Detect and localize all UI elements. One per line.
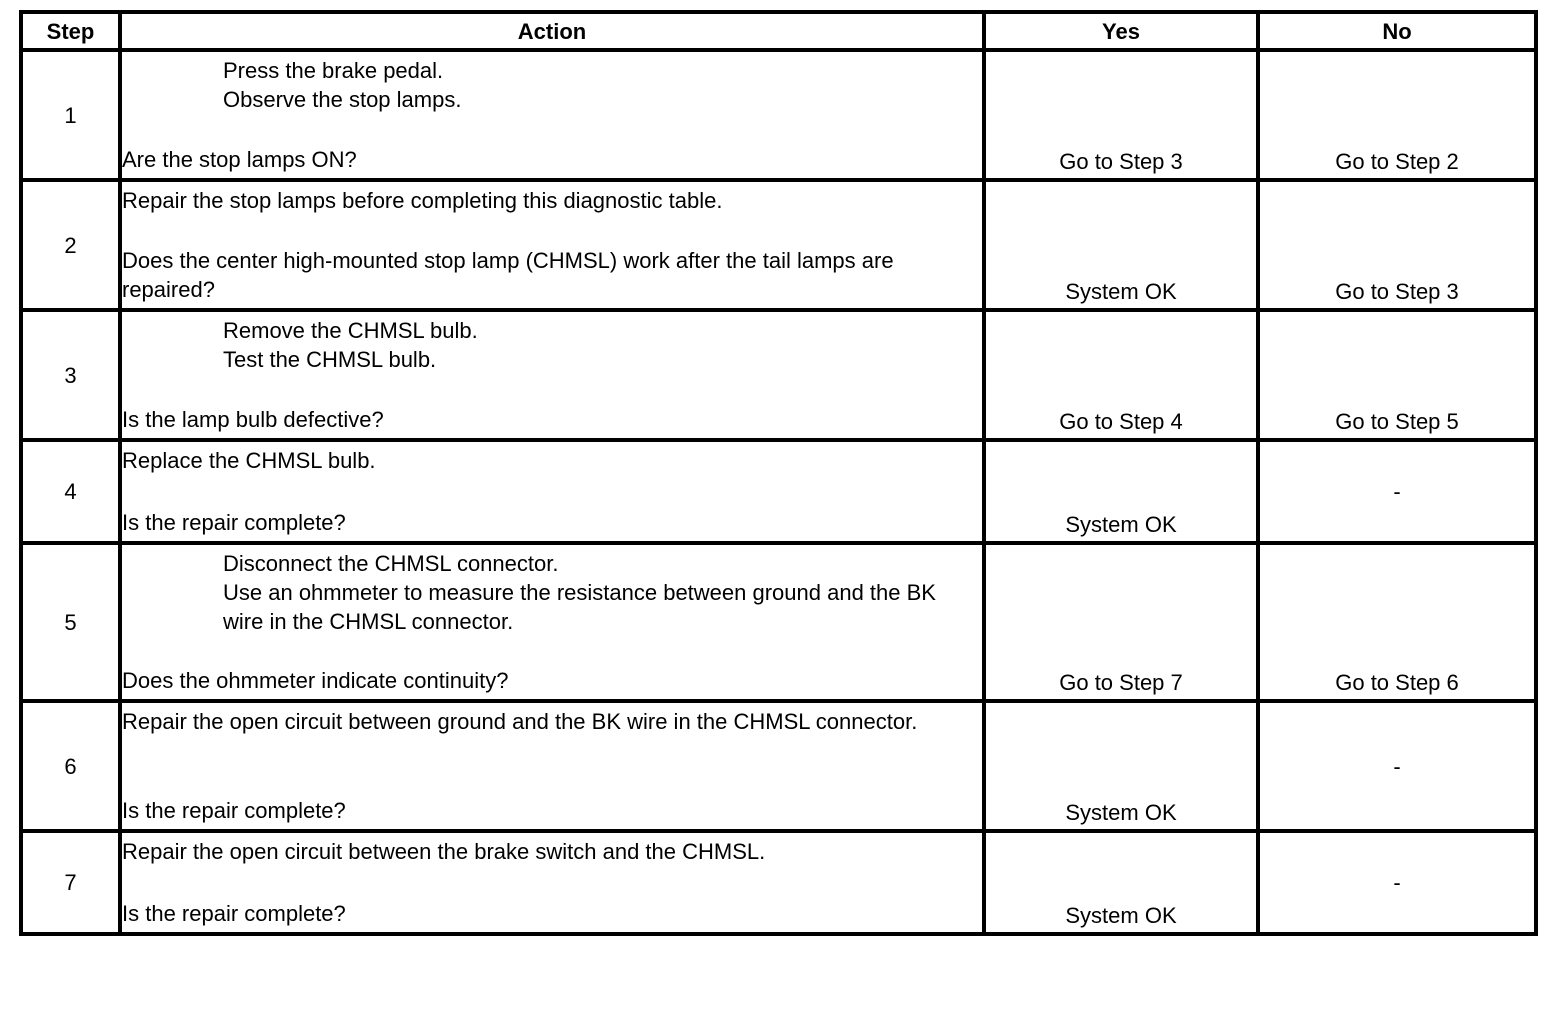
action-cell: [120, 831, 984, 934]
no-result: -: [1258, 440, 1536, 543]
yes-result: System OK: [984, 701, 1258, 831]
no-result: -: [1258, 701, 1536, 831]
question-text: Is the repair complete?: [122, 798, 346, 823]
step-number: 5: [21, 543, 120, 701]
substep-item: Observe the stop lamps.: [223, 87, 462, 112]
instruction-text: Replace the CHMSL bulb.: [122, 448, 376, 473]
action-cell: [120, 180, 984, 310]
substep-list: [122, 316, 982, 374]
yes-result: System OK: [984, 440, 1258, 543]
table-row: [21, 543, 1536, 701]
question-text: Is the repair complete?: [122, 901, 346, 926]
table-row: [21, 180, 1536, 310]
instruction-text: Repair the stop lamps before completing this diagnostic table.: [122, 188, 723, 213]
question-text: Is the lamp bulb defective?: [122, 407, 384, 432]
table-row: [21, 50, 1536, 180]
substep-item: Use an ohmmeter to measure the resistance between ground and the BK wire in the CHMSL connector.: [223, 580, 936, 634]
instruction-text: Repair the open circuit between the brake switch and the CHMSL.: [122, 839, 766, 864]
yes-result: System OK: [984, 180, 1258, 310]
no-result: Go to Step 6: [1258, 543, 1536, 701]
table-row: [21, 831, 1536, 934]
question-text: Does the ohmmeter indicate continuity?: [122, 668, 509, 693]
instruction-text: Repair the open circuit between ground and the BK wire in the CHMSL connector.: [122, 709, 918, 734]
yes-result: System OK: [984, 831, 1258, 934]
yes-result: Go to Step 7: [984, 543, 1258, 701]
table-row: [21, 440, 1536, 543]
no-result: Go to Step 2: [1258, 50, 1536, 180]
substep-item: Remove the CHMSL bulb.: [223, 318, 478, 343]
header-yes: Yes: [984, 12, 1258, 50]
substep-item: Test the CHMSL bulb.: [223, 347, 437, 372]
question-text: Are the stop lamps ON?: [122, 147, 357, 172]
step-number: 2: [21, 180, 120, 310]
substep-item: Disconnect the CHMSL connector.: [223, 551, 559, 576]
step-number: 3: [21, 310, 120, 440]
action-cell: [120, 440, 984, 543]
no-result: Go to Step 5: [1258, 310, 1536, 440]
header-step: Step: [21, 12, 120, 50]
step-number: 6: [21, 701, 120, 831]
question-text: Does the center high-mounted stop lamp (CHMSL) work after the tail lamps are repaired?: [122, 248, 894, 302]
substep-list: [122, 56, 982, 114]
step-number: 4: [21, 440, 120, 543]
action-cell: [120, 50, 984, 180]
table-body: [21, 50, 1536, 934]
header-no: No: [1258, 12, 1536, 50]
substep-list: [122, 549, 982, 636]
step-number: 7: [21, 831, 120, 934]
yes-result: Go to Step 3: [984, 50, 1258, 180]
table-row: [21, 701, 1536, 831]
diagnostic-table: [19, 10, 1538, 936]
action-cell: [120, 701, 984, 831]
no-result: Go to Step 3: [1258, 180, 1536, 310]
step-number: 1: [21, 50, 120, 180]
yes-result: Go to Step 4: [984, 310, 1258, 440]
substep-item: Press the brake pedal.: [223, 58, 444, 83]
action-cell: [120, 310, 984, 440]
header-row: [21, 12, 1536, 50]
header-action: Action: [120, 12, 984, 50]
question-text: Is the repair complete?: [122, 510, 346, 535]
action-cell: [120, 543, 984, 701]
table-row: [21, 310, 1536, 440]
no-result: -: [1258, 831, 1536, 934]
